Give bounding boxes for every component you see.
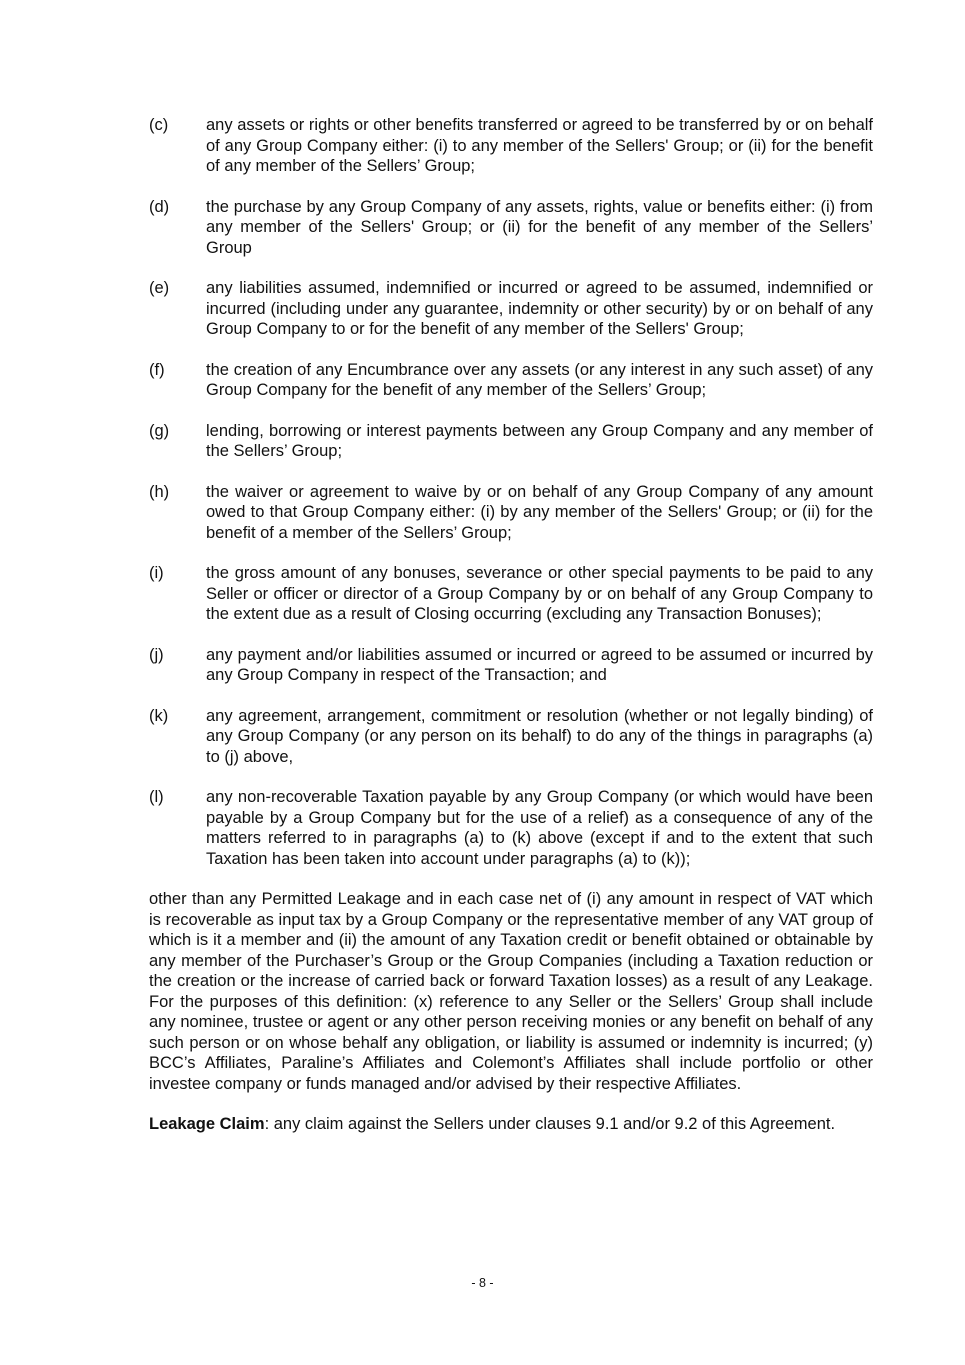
item-text: lending, borrowing or interest payments between any Group Company and any member of the Sellers’ Group;	[206, 421, 873, 460]
item-label: (g)	[149, 421, 170, 440]
closing-paragraph: other than any Permitted Leakage and in each case net of (i) any amount in respect of VAT which is recoverable as input tax by a Group Company or the representative member of any VAT group of which is it a member and (ii) the amount of any Taxation credit or benefit obtained or obtainable by any member of the Purchaser’s Group or the Group Companies (including a Taxation reduction or the creation or the increase of carried back or forward Taxation losses) as a result of any Leakage. For the purposes of this definition: (x) reference to any Seller or the Sellers’ Group shall include any nominee, trustee or agent or any other person receiving monies or any benefit on behalf of any such person or on whose behalf any obligation, or liability is assumed or indemnity is incurred; (y) BCC’s Affiliates, Paraline’s Affiliates and Colemont’s Affiliates shall include portfolio or other investee company or funds managed and/or advised by their respective Affiliates.	[149, 890, 873, 1093]
list-item-k	[149, 706, 873, 768]
list-item-j	[149, 645, 873, 686]
item-text: the creation of any Encumbrance over any assets (or any interest in any such asset) of any Group Company for the benefit of any member of the Sellers’ Group;	[206, 360, 873, 399]
item-label: (f)	[149, 360, 165, 379]
item-label: (k)	[149, 706, 169, 725]
item-text: any assets or rights or other benefits transferred or agreed to be transferred by or on behalf of any Group Company either: (i) to any member of the Sellers' Group; or (ii) for the benefit of any member of the Sellers’ Group;	[206, 116, 873, 175]
item-text: the waiver or agreement to waive by or on behalf of any Group Company of any amount owed to that Group Company either: (i) by any member of the Sellers' Group; or (ii) for the benefit of a member of the Sellers’ Group;	[206, 482, 873, 542]
definition-text: : any claim against the Sellers under clauses 9.1 and/or 9.2 of this Agreement.	[264, 1115, 836, 1133]
defined-term: Leakage Claim	[149, 1115, 265, 1133]
item-text: any liabilities assumed, indemnified or incurred or agreed to be assumed, indemnified or incurred (including under any guarantee, indemnity or other security) by or on behalf of any Group Company to or for the benefit of any member of the Sellers' Group;	[206, 279, 873, 338]
page-number: - 8 -	[471, 1276, 494, 1290]
list-item-e	[149, 278, 873, 340]
list-item-f	[149, 360, 873, 401]
item-label: (e)	[149, 279, 170, 297]
item-text: any non-recoverable Taxation payable by any Group Company (or which would have been payable by a Group Company but for the use of a relief) as a consequence of any of the matters referred to in paragraphs (a) to (k) above (except if and to the extent that such Taxation has been taken into account under paragraphs (a) to (k));	[206, 788, 873, 868]
item-label: (j)	[149, 645, 164, 664]
item-text: the gross amount of any bonuses, severance or other special payments to be paid to any Seller or officer or director of a Group Company by or on behalf of any Group Company to the extent due as a result of Closing occurring (excluding any Transaction Bonuses);	[206, 564, 873, 623]
item-label: (i)	[149, 564, 164, 582]
list-item-d	[149, 197, 873, 259]
list-item-g	[149, 421, 873, 462]
document-page	[149, 115, 873, 1155]
item-text: the purchase by any Group Company of any assets, rights, value or benefits either: (i) from any member of the Sellers' Group; or (ii) for the benefit of any member of the Sellers’ Group	[206, 197, 873, 257]
item-label: (l)	[149, 788, 164, 806]
item-text: any payment and/or liabilities assumed or incurred or agreed to be assumed or incurred by any Group Company in respect of the Transaction; and	[206, 645, 873, 684]
item-label: (d)	[149, 197, 170, 216]
list-item-h	[149, 482, 873, 544]
list-item-c	[149, 115, 873, 177]
leakage-claim-definition	[149, 1114, 873, 1135]
item-label: (h)	[149, 482, 170, 501]
list-item-l	[149, 787, 873, 869]
item-text: any agreement, arrangement, commitment or resolution (whether or not legally binding) of any Group Company (or any person on its behalf) to do any of the things in paragraphs (a) to (j) above,	[206, 706, 873, 766]
item-label: (c)	[149, 116, 169, 134]
list-item-i	[149, 563, 873, 625]
